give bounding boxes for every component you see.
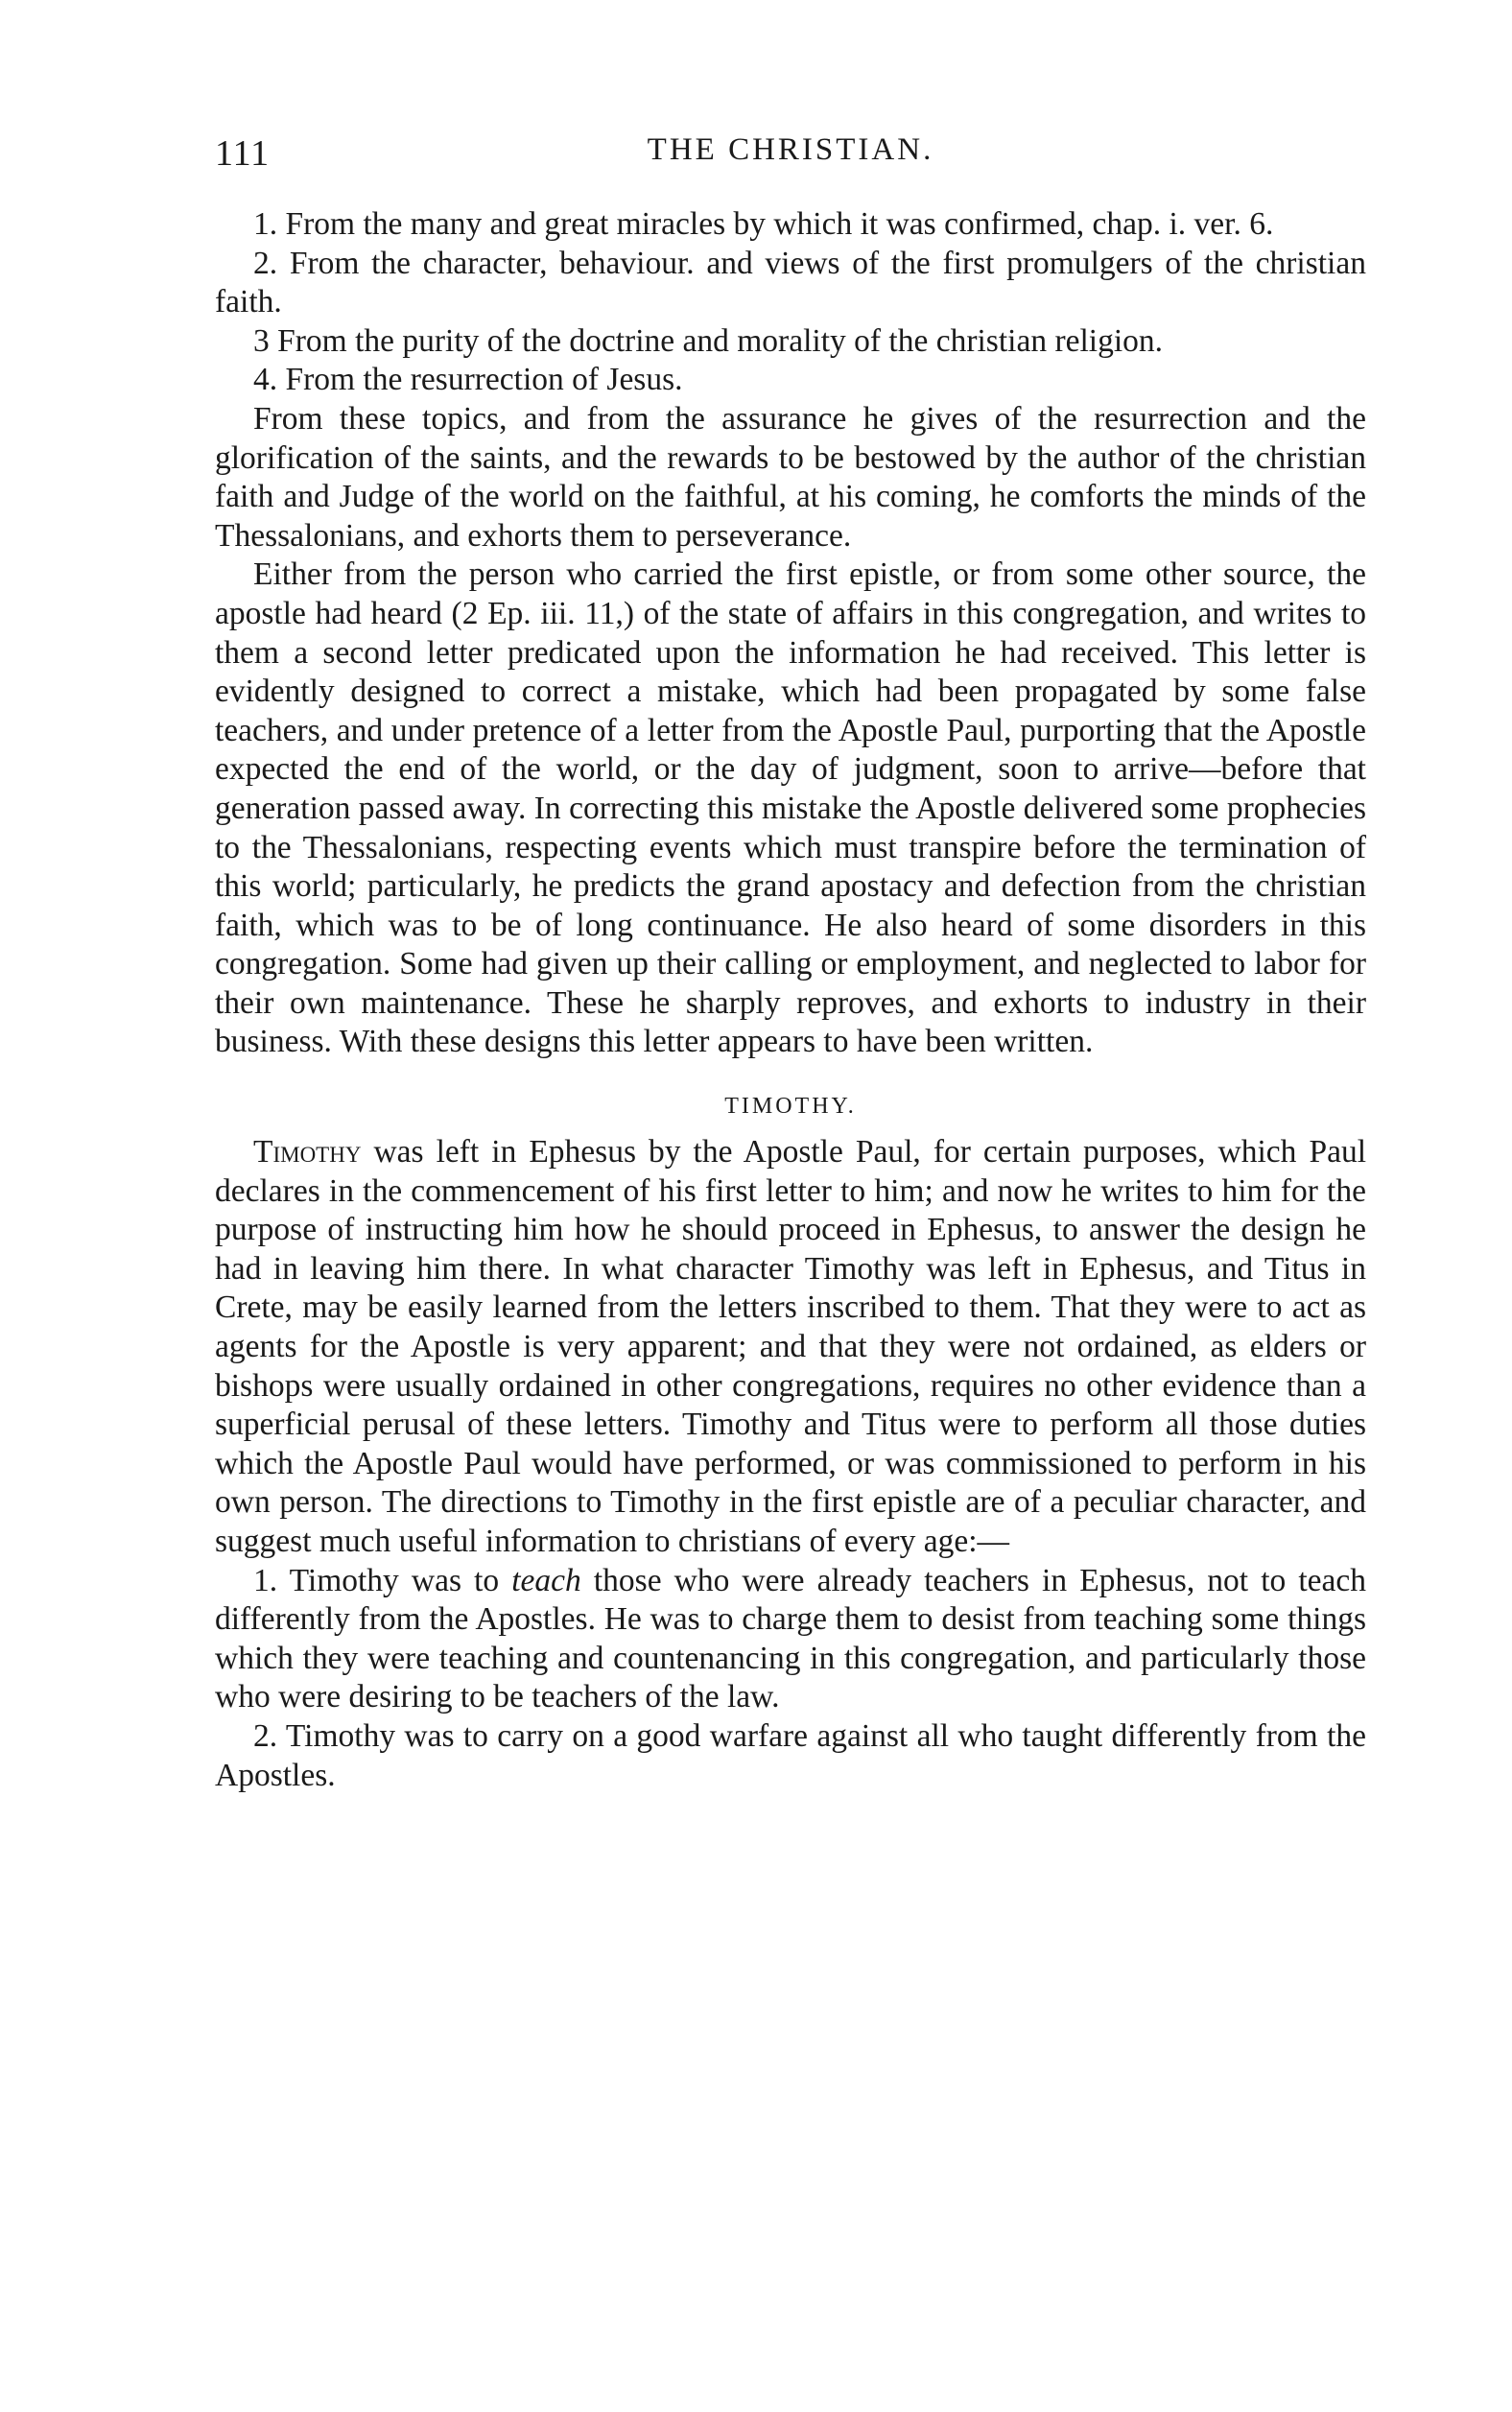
list-item-warfare: 2. Timothy was to carry on a good warfare against all who taught differently from the Apostles. [215,1717,1366,1793]
list-item-character: 2. From the character, behaviour. and views of the first promulgers of the christian faith. [215,245,1366,320]
body-text [215,205,1366,1795]
emphasis-teach: teach [511,1562,581,1598]
running-title: THE CHRISTIAN. [647,132,934,167]
paragraph-second-letter: Either from the person who carried the first epistle, or from some other source, the apostle had heard (2 Ep. iii. 11,) of the state of affairs in this congregation, and writes to them a second letter predicated upon the information he had received. This letter is evidently designed to correct a mistake, which had been propagated by some false teachers, and under pretence of a letter from the Apostle Paul, purporting that the Apostle expected the end of the world, or the day of judgment, soon to arrive—before that generation passed away. In correcting this mistake the Apostle delivered some prophecies to the Thessalonians, respecting events which must transpire before the termination of this world; particularly, he predicts the grand apostacy and defection from the christian faith, which was to be of long continuance. He also heard of some disorders in this congregation. Some had given up their calling or employment, and neglected to labor for their own maintenance. These he sharply reproves, and exhorts to industry in their business. With these designs this letter appears to have been written. [215,556,1366,1060]
page-number: 111 [215,133,271,174]
section-heading-timothy: TIMOTHY. [724,1094,857,1120]
list-item-miracles: 1. From the many and great miracles by which it was confirmed, chap. i. ver. 6. [253,206,1274,242]
list-item-teach-rest: those who were already teachers in Ephesus, not to teach differently from the Apostles. He was to charge them to desist from teaching some things which they were teaching and countenancing in this congregation, and particularly those who were desiring to be teachers of the law. [215,1562,1366,1715]
list-item-resurrection: 4. From the resurrection of Jesus. [253,362,683,398]
paragraph-topics: From these topics, and from the assurance he gives of the resurrection and the glorification of the saints, and the rewards to be bestowed by the author of the christian faith and Judge of the world on the faithful, at his coming, he comforts the minds of the Thessalonians, and exhorts them to perseverance. [215,400,1366,554]
list-item-teach-start: 1. Timothy was to [253,1562,512,1598]
page-header [215,132,1366,180]
list-item-purity: 3 From the purity of the doctrine and morality of the christian religion. [253,322,1164,359]
paragraph-timothy-text: was left in Ephesus by the Apostle Paul, for certain purposes, which Paul declares in the commencement of his first letter to him; and now he writes to him for the purpose of instructing him how he should proceed in Ephesus, to answer the design he had in leaving him there. In what character Timothy was left in Ephesus, and Titus in Crete, may be easily learned from the letters inscribed to them. That they were to act as agents for the Apostle is very apparent; and that they were not ordained, as elders or bishops were usually ordained in other congregations, requires no other evidence than a superficial perusal of these letters. Timothy and Titus were to perform all those duties which the Apostle Paul would have performed, or was commissioned to perform in his own person. The directions to Timothy in the first epistle are of a peculiar character, and suggest much useful information to christians of every age:— [215,1134,1366,1559]
paragraph-timothy-intro [215,1133,1366,1562]
list-item-teach [215,1562,1366,1717]
paragraph-lead-word: Timothy [253,1134,362,1171]
